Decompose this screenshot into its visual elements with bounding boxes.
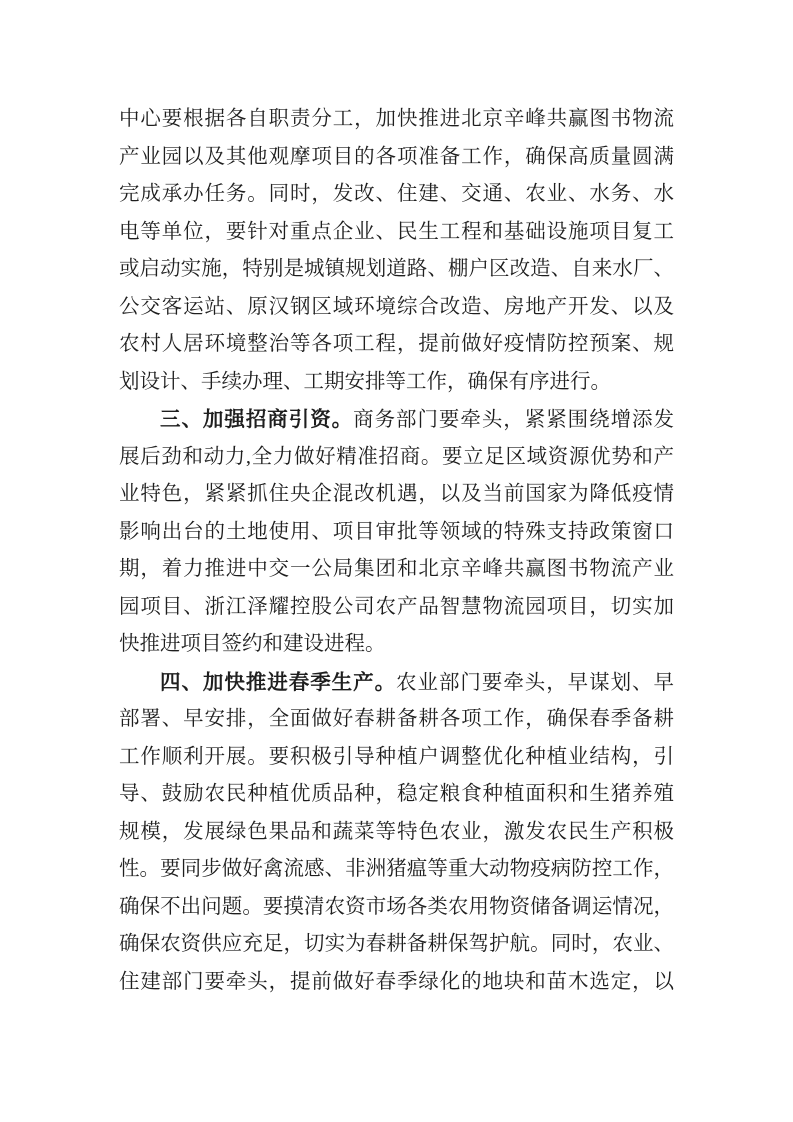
text-line: 住建部门要牵头，提前做好春季绿化的地块和苗木选定，以 — [119, 970, 674, 993]
text-line: 规模，发展绿色果品和蔬菜等特色农业，激发农民生产积极 — [119, 820, 674, 843]
page-text-content — [119, 101, 674, 1001]
section-heading: 四、加快推进春季生产。 — [160, 670, 397, 694]
text-run: 农业部门要牵头，早谋划、早 — [396, 671, 674, 694]
section-heading: 三、加强招商引资。 — [160, 408, 354, 431]
paragraph-section-4 — [119, 664, 674, 1002]
text-line: 电等单位，要针对重点企业、民生工程和基础设施项目复工 — [119, 220, 674, 243]
text-line: 部署、早安排，全面做好春耕备耕各项工作，确保春季备耕 — [119, 708, 674, 730]
paragraph-continuation — [119, 101, 674, 401]
text-line: 性。要同步做好禽流感、非洲猪瘟等重大动物疫病防控工作， — [119, 858, 674, 880]
text-line — [119, 664, 674, 702]
text-line: 公交客运站、原汉钢区域环境综合改造、房地产开发、以及 — [119, 295, 674, 318]
text-line — [119, 401, 674, 439]
text-line: 导、鼓励农民种植优质品种，稳定粮食种植面积和生猪养殖 — [119, 783, 674, 805]
text-line: 园项目、浙江泽耀控股公司农产品智慧物流园项目，切实加 — [119, 595, 674, 618]
text-line: 确保农资供应充足，切实为春耕备耕保驾护航。同时，农业、 — [119, 933, 674, 955]
text-line: 或启动实施，特别是城镇规划道路、棚户区改造、自来水厂、 — [119, 258, 674, 280]
text-line: 业特色，紧紧抓住央企混改机遇，以及当前国家为降低疫情 — [119, 483, 674, 505]
text-line: 影响出台的土地使用、项目审批等领域的特殊支持政策窗口 — [119, 520, 674, 543]
text-line: 农村人居环境整治等各项工程，提前做好疫情防控预案、规 — [119, 333, 674, 355]
text-line: 产业园以及其他观摩项目的各项准备工作，确保高质量圆满 — [119, 145, 674, 168]
text-line: 期，着力推进中交一公局集团和北京辛峰共赢图书物流产业 — [119, 558, 674, 580]
text-line: 工作顺利开展。要积极引导种植户调整优化种植业结构，引 — [119, 745, 674, 768]
text-run: 商务部门要牵头，紧紧围绕增添发 — [353, 409, 674, 431]
text-line: 中心要根据各自职责分工，加快推进北京辛峰共赢图书物流 — [119, 108, 674, 130]
text-line: 确保不出问题。要摸清农资市场各类农用物资储备调运情况， — [119, 895, 674, 918]
paragraph-section-3 — [119, 401, 674, 664]
text-line: 快推进项目签约和建设进程。 — [119, 633, 386, 655]
text-line: 划设计、手续办理、工期安排等工作，确保有序进行。 — [119, 370, 611, 393]
text-line: 完成承办任务。同时，发改、住建、交通、农业、水务、水 — [119, 183, 674, 205]
text-line: 展后劲和动力,全力做好精准招商。要立足区域资源优势和产 — [119, 445, 674, 468]
